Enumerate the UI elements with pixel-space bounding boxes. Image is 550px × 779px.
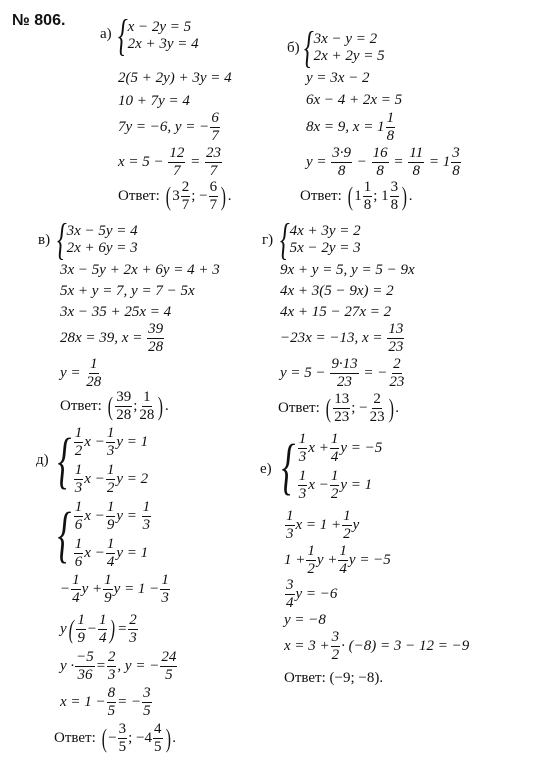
- step: 3x − 35 + 25x = 4: [60, 304, 172, 320]
- answer-e: Ответ: (−9; −8).: [284, 670, 384, 686]
- equation: 2x + 2y = 5: [313, 48, 385, 64]
- brace-icon: {: [57, 501, 72, 569]
- equation: 4x + 3y = 2: [289, 223, 361, 239]
- step: x = 1 − $\frac{8}{5}$ = − $\frac{3}{5}$: [60, 685, 151, 719]
- part-d-system-2: [52, 500, 152, 570]
- step: 7y = −6, y = − $\frac{6}{7}$: [118, 110, 219, 144]
- equation: 3x − y = 2: [313, 31, 378, 47]
- equation: $\frac{1}{3}$ x − $\frac{1}{2}$ y = 2: [74, 462, 149, 496]
- step: 4x + 3(5 − 9x) = 2: [280, 283, 394, 299]
- brace-icon: {: [117, 11, 128, 60]
- part-b-system: [300, 23, 385, 72]
- step: 5x + y = 7, y = 7 − 5x: [60, 283, 195, 299]
- equation: 2x + 6y = 3: [66, 240, 138, 256]
- problem-number: № 806.: [12, 12, 66, 29]
- step: 8x = 9, x = 1 $\frac{1}{8}$: [306, 110, 395, 144]
- equation: $\frac{1}{2}$ x − $\frac{1}{3}$ y = 1: [74, 425, 149, 459]
- equation: $\frac{1}{6}$ x − $\frac{1}{4}$ y = 1: [74, 536, 149, 570]
- answer-a: Ответ: ( 3 $\frac{2}{7}$ ; − $\frac{6}{7}$ ) .: [118, 179, 232, 213]
- answer-v: Ответ: ( $\frac{39}{28}$ ; $\frac{1}{28}$ ) .: [60, 389, 169, 423]
- part-a-label: а): [100, 26, 112, 42]
- equation: $\frac{1}{3}$ x − $\frac{1}{2}$ y = 1: [298, 468, 373, 502]
- step: $\frac{1}{3}$ x = 1 + $\frac{1}{2}$ y: [286, 508, 360, 542]
- equation: $\frac{1}{3}$ x + $\frac{1}{4}$ y = −5: [298, 431, 383, 465]
- equation: 2x + 3y = 4: [127, 36, 199, 52]
- step: y = $\frac{1}{28}$: [60, 356, 102, 390]
- step: y = $\frac{3\cdot 9}{8}$ − $\frac{16}{8}$ = $\frac{11}{8}$ = 1 $\frac{3}{8}$: [306, 145, 460, 179]
- step: $\frac{3}{4}$ y = −6: [286, 577, 338, 611]
- equation: x − 2y = 5: [127, 19, 192, 35]
- equation: 3x − 5y = 4: [66, 223, 138, 239]
- step: 10 + 7y = 4: [118, 93, 190, 109]
- part-e-label: е): [260, 461, 272, 477]
- part-g-label: г): [262, 232, 274, 248]
- step: x = 5 − $\frac{12}{7}$ = $\frac{23}{7}$: [118, 145, 222, 179]
- part-g-system: [276, 215, 361, 264]
- brace-icon: {: [279, 215, 290, 264]
- part-e-system: [276, 432, 382, 502]
- step: x = 3 + $\frac{3}{2}$ · (−8) = 3 − 12 = −9: [284, 629, 470, 663]
- step: −23x = −13, x = $\frac{13}{23}$: [280, 321, 404, 355]
- part-d-system-1: [52, 426, 148, 496]
- part-a-system: [114, 11, 199, 60]
- answer-g: Ответ: ( $\frac{13}{23}$ ; − $\frac{2}{23}$ ) .: [278, 391, 399, 425]
- part-v-system: [53, 215, 138, 264]
- brace-icon: {: [281, 433, 296, 501]
- step: − $\frac{1}{4}$ y + $\frac{1}{9}$ y = 1 − $\frac{1}{3}$: [60, 572, 169, 606]
- brace-icon: {: [57, 427, 72, 495]
- step: 1 + $\frac{1}{2}$ y + $\frac{1}{4}$ y = −5: [284, 543, 391, 577]
- step: 6x − 4 + 2x = 5: [306, 92, 403, 108]
- step: y · $\frac{-5}{36}$ = $\frac{2}{3}$ , y = − $\frac{24}{5}$: [60, 649, 177, 683]
- step: y = 3x − 2: [306, 70, 370, 86]
- step: 2(5 + 2y) + 3y = 4: [118, 70, 232, 86]
- part-b-label: б): [287, 40, 300, 56]
- step: 3x − 5y + 2x + 6y = 4 + 3: [60, 262, 220, 278]
- step: 9x + y = 5, y = 5 − 9x: [280, 262, 415, 278]
- part-d-label: д): [36, 452, 49, 468]
- equation: 5x − 2y = 3: [289, 240, 361, 256]
- brace-icon: {: [56, 215, 67, 264]
- step: 4x + 15 − 27x = 2: [280, 304, 392, 320]
- step: 28x = 39, x = $\frac{39}{28}$: [60, 321, 164, 355]
- step: y = 5 − $\frac{9\cdot 13}{23}$ = − $\frac{2}{23}$: [280, 356, 405, 390]
- part-v-label: в): [38, 232, 51, 248]
- step: y( $\frac{1}{9}$ − $\frac{1}{4}$ ) = $\frac{2}{3}$: [60, 612, 137, 646]
- answer-d: Ответ: ( − $\frac{3}{5}$ ; −4 $\frac{4}{5}$ ) .: [54, 721, 176, 755]
- equation: $\frac{1}{6}$ x − $\frac{1}{9}$ y = $\frac{1}{3}$: [74, 499, 151, 533]
- step: y = −8: [284, 612, 326, 628]
- answer-b: Ответ: ( 1 $\frac{1}{8}$ ; 1 $\frac{3}{8}$ ) .: [300, 179, 413, 213]
- brace-icon: {: [303, 23, 314, 72]
